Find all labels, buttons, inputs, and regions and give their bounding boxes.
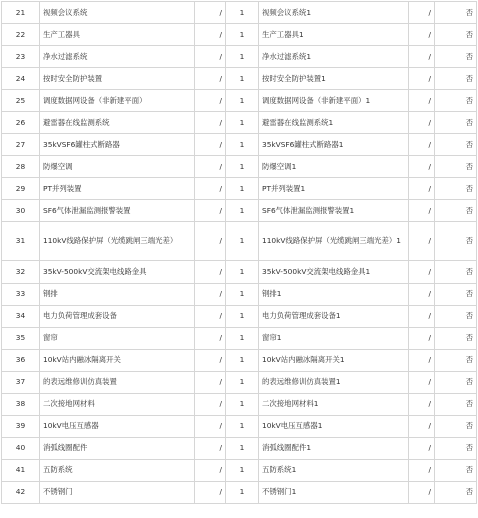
item-name-variant-cell: 35kV-500kV交流架电线路金具1 [259,261,409,283]
item-name-cell: 五防系统 [40,459,195,481]
slash-cell: / [195,283,226,305]
row-number-cell: 21 [2,2,40,24]
item-name-variant-cell: PT并列装置1 [259,178,409,200]
slash-cell: / [409,261,435,283]
slash-cell: / [195,222,226,261]
item-name-variant-cell: 窗帘1 [259,327,409,349]
quantity-cell: 1 [226,349,259,371]
item-name-cell: 调度数据网设备（非新建平面） [40,90,195,112]
slash-cell: / [195,261,226,283]
row-number-cell: 27 [2,134,40,156]
row-number-cell: 25 [2,90,40,112]
flag-cell: 否 [435,415,477,437]
item-name-variant-cell: 的表远维修训仿真装置1 [259,371,409,393]
table-row [2,371,477,393]
row-number-cell: 41 [2,459,40,481]
item-name-cell: SF6气体泄漏监测报警装置 [40,200,195,222]
table-row [2,481,477,503]
row-number-cell: 22 [2,24,40,46]
quantity-cell: 1 [226,178,259,200]
slash-cell: / [409,481,435,503]
quantity-cell: 1 [226,371,259,393]
item-name-variant-cell: 35kVSF6罐柱式断路器1 [259,134,409,156]
slash-cell: / [195,178,226,200]
item-name-cell: 消弧线圈配件 [40,437,195,459]
table-row [2,283,477,305]
item-name-variant-cell: 10kV站内融冰隔离开关1 [259,349,409,371]
table-row [2,305,477,327]
item-name-cell: 窗帘 [40,327,195,349]
slash-cell: / [409,349,435,371]
table-row [2,261,477,283]
slash-cell: / [409,393,435,415]
item-name-variant-cell: 防爆空调1 [259,156,409,178]
flag-cell: 否 [435,459,477,481]
quantity-cell: 1 [226,283,259,305]
slash-cell: / [195,46,226,68]
table-row [2,349,477,371]
slash-cell: / [409,200,435,222]
item-name-variant-cell: 消弧线圈配件1 [259,437,409,459]
item-name-variant-cell: 不锈钢门1 [259,481,409,503]
row-number-cell: 39 [2,415,40,437]
item-name-cell: 110kV线路保护屏（光缆跳闸三端光差） [40,222,195,261]
item-name-cell: 的表远维修训仿真装置 [40,371,195,393]
item-name-cell: 净水过滤系统 [40,46,195,68]
slash-cell: / [195,112,226,134]
flag-cell: 否 [435,261,477,283]
flag-cell: 否 [435,2,477,24]
quantity-cell: 1 [226,305,259,327]
item-name-cell: 避雷器在线监测系统 [40,112,195,134]
flag-cell: 否 [435,46,477,68]
item-name-cell: 生产工器具 [40,24,195,46]
quantity-cell: 1 [226,134,259,156]
slash-cell: / [409,327,435,349]
flag-cell: 否 [435,437,477,459]
slash-cell: / [409,459,435,481]
item-name-variant-cell: SF6气体泄漏监测报警装置1 [259,200,409,222]
flag-cell: 否 [435,327,477,349]
quantity-cell: 1 [226,437,259,459]
slash-cell: / [195,415,226,437]
table-row [2,437,477,459]
table-row [2,459,477,481]
quantity-cell: 1 [226,112,259,134]
row-number-cell: 37 [2,371,40,393]
slash-cell: / [409,415,435,437]
item-name-variant-cell: 按时安全防护装置1 [259,68,409,90]
item-name-variant-cell: 110kV线路保护屏（光缆跳闸三端光差）1 [259,222,409,261]
item-name-variant-cell: 生产工器具1 [259,24,409,46]
slash-cell: / [195,371,226,393]
row-number-cell: 36 [2,349,40,371]
slash-cell: / [409,24,435,46]
slash-cell: / [409,2,435,24]
flag-cell: 否 [435,283,477,305]
quantity-cell: 1 [226,200,259,222]
flag-cell: 否 [435,200,477,222]
flag-cell: 否 [435,112,477,134]
row-number-cell: 32 [2,261,40,283]
slash-cell: / [195,305,226,327]
item-name-variant-cell: 二次接地网材料1 [259,393,409,415]
slash-cell: / [195,349,226,371]
flag-cell: 否 [435,349,477,371]
item-name-cell: 10kV电压互感器 [40,415,195,437]
flag-cell: 否 [435,90,477,112]
item-name-cell: 10kV站内融冰隔离开关 [40,349,195,371]
row-number-cell: 42 [2,481,40,503]
row-number-cell: 34 [2,305,40,327]
quantity-cell: 1 [226,459,259,481]
table-row [2,200,477,222]
slash-cell: / [195,134,226,156]
item-name-variant-cell: 避雷器在线监测系统1 [259,112,409,134]
item-name-variant-cell: 调度数据网设备（非新建平面）1 [259,90,409,112]
flag-cell: 否 [435,393,477,415]
slash-cell: / [195,393,226,415]
table-row [2,112,477,134]
row-number-cell: 33 [2,283,40,305]
table-row [2,178,477,200]
slash-cell: / [409,222,435,261]
quantity-cell: 1 [226,156,259,178]
slash-cell: / [195,156,226,178]
slash-cell: / [195,327,226,349]
table-row [2,68,477,90]
table-body [2,2,477,504]
item-name-variant-cell: 五防系统1 [259,459,409,481]
row-number-cell: 30 [2,200,40,222]
quantity-cell: 1 [226,222,259,261]
table-row [2,46,477,68]
slash-cell: / [409,112,435,134]
row-number-cell: 28 [2,156,40,178]
item-name-variant-cell: 视频会议系统1 [259,2,409,24]
slash-cell: / [409,437,435,459]
item-name-cell: 钢排 [40,283,195,305]
flag-cell: 否 [435,222,477,261]
equipment-table [1,1,477,504]
row-number-cell: 35 [2,327,40,349]
row-number-cell: 24 [2,68,40,90]
item-name-variant-cell: 10kV电压互感器1 [259,415,409,437]
item-name-cell: 电力负荷管理成套设备 [40,305,195,327]
item-name-cell: 35kV-500kV交流架电线路金具 [40,261,195,283]
row-number-cell: 40 [2,437,40,459]
item-name-cell: 视频会议系统 [40,2,195,24]
slash-cell: / [195,200,226,222]
item-name-variant-cell: 钢排1 [259,283,409,305]
table-row [2,222,477,261]
slash-cell: / [409,90,435,112]
table-row [2,24,477,46]
slash-cell: / [195,481,226,503]
quantity-cell: 1 [226,481,259,503]
quantity-cell: 1 [226,327,259,349]
item-name-variant-cell: 净水过滤系统1 [259,46,409,68]
slash-cell: / [195,68,226,90]
slash-cell: / [195,90,226,112]
item-name-cell: 不锈钢门 [40,481,195,503]
table-row [2,134,477,156]
quantity-cell: 1 [226,415,259,437]
quantity-cell: 1 [226,2,259,24]
quantity-cell: 1 [226,46,259,68]
table-row [2,415,477,437]
slash-cell: / [409,178,435,200]
slash-cell: / [195,2,226,24]
slash-cell: / [409,134,435,156]
table-row [2,90,477,112]
row-number-cell: 31 [2,222,40,261]
flag-cell: 否 [435,68,477,90]
quantity-cell: 1 [226,393,259,415]
flag-cell: 否 [435,134,477,156]
flag-cell: 否 [435,24,477,46]
item-name-cell: 二次接地网材料 [40,393,195,415]
flag-cell: 否 [435,371,477,393]
quantity-cell: 1 [226,68,259,90]
slash-cell: / [195,24,226,46]
flag-cell: 否 [435,178,477,200]
slash-cell: / [195,459,226,481]
slash-cell: / [409,156,435,178]
table-row [2,156,477,178]
table-row [2,2,477,24]
slash-cell: / [409,283,435,305]
slash-cell: / [409,371,435,393]
row-number-cell: 29 [2,178,40,200]
item-name-cell: 防爆空调 [40,156,195,178]
table-row [2,327,477,349]
flag-cell: 否 [435,305,477,327]
flag-cell: 否 [435,481,477,503]
flag-cell: 否 [435,156,477,178]
item-name-cell: 按时安全防护装置 [40,68,195,90]
quantity-cell: 1 [226,90,259,112]
slash-cell: / [409,305,435,327]
table-row [2,393,477,415]
row-number-cell: 38 [2,393,40,415]
item-name-variant-cell: 电力负荷管理成套设备1 [259,305,409,327]
row-number-cell: 26 [2,112,40,134]
item-name-cell: 35kVSF6罐柱式断路器 [40,134,195,156]
slash-cell: / [409,46,435,68]
quantity-cell: 1 [226,24,259,46]
slash-cell: / [409,68,435,90]
quantity-cell: 1 [226,261,259,283]
row-number-cell: 23 [2,46,40,68]
slash-cell: / [195,437,226,459]
item-name-cell: PT并列装置 [40,178,195,200]
